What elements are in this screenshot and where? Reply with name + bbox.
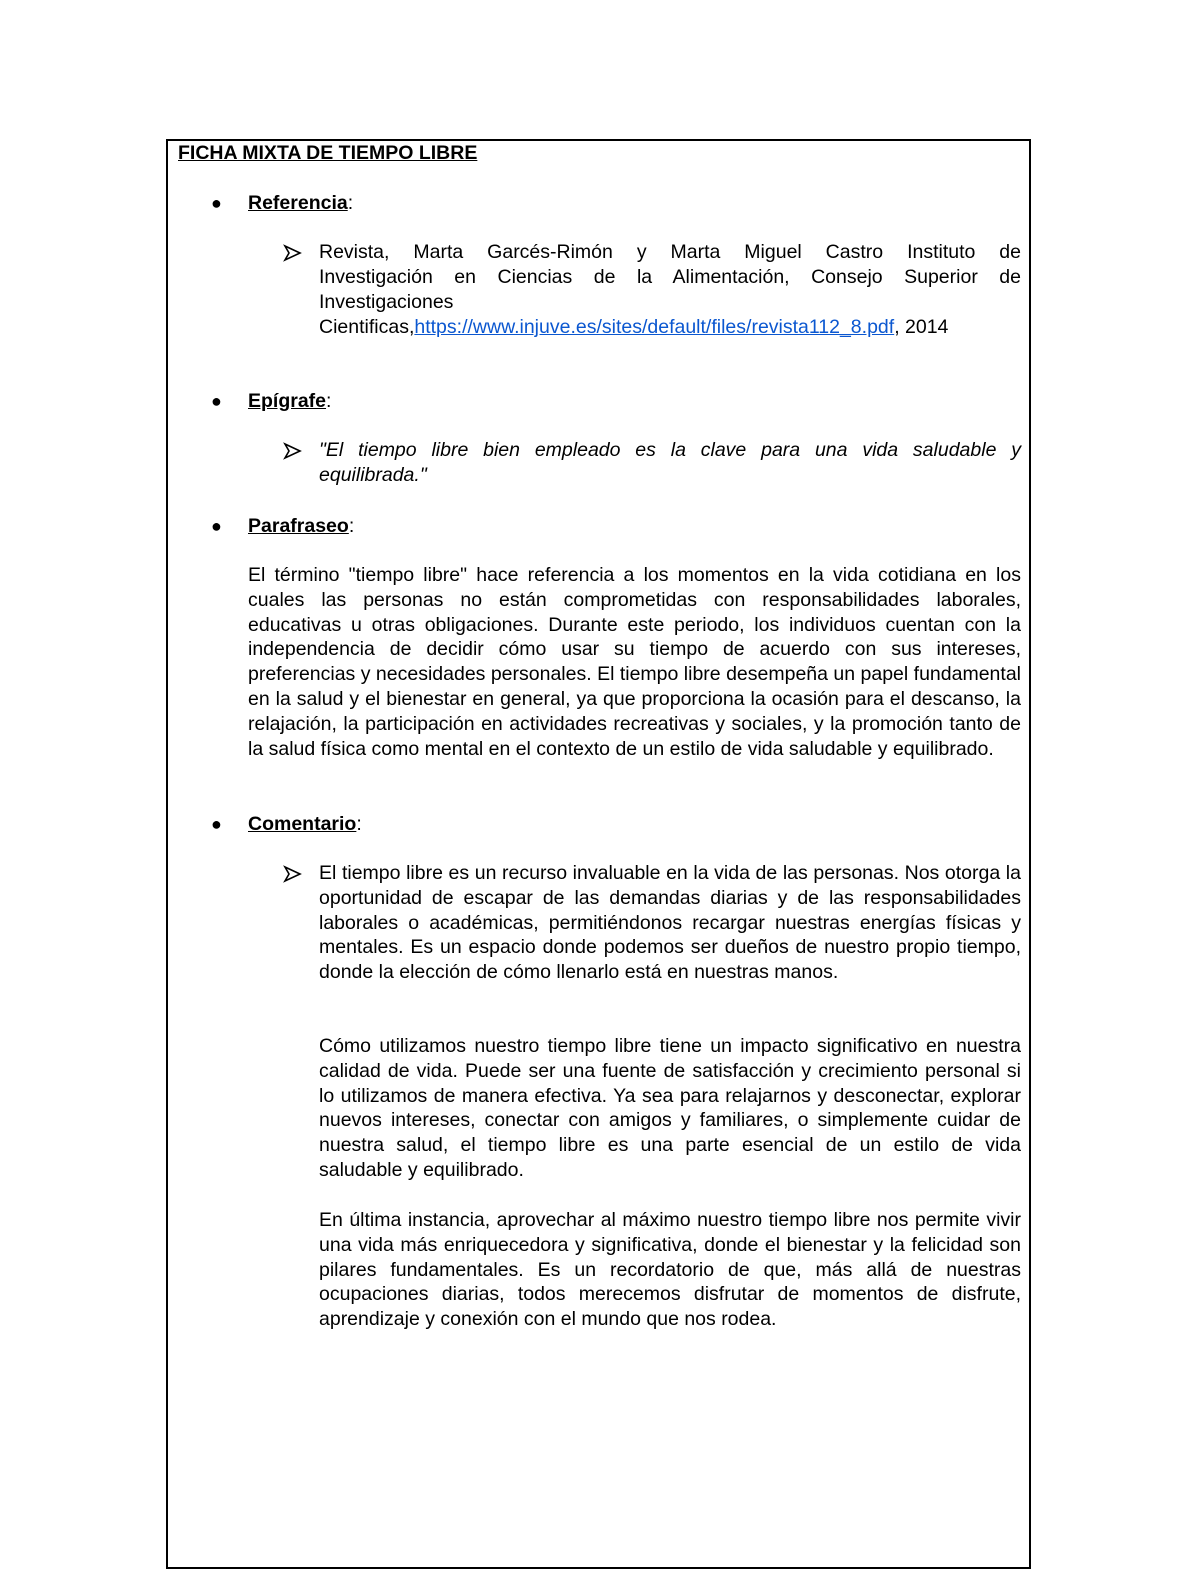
bullet-dot-icon: ● <box>211 516 222 536</box>
parafraseo-paragraph: El término "tiempo libre" hace referencia a los momentos en la vida cotidiana en los cuales las personas no están comprometidas con responsabilidades laborales, educativas u otras obligaciones. Durante este periodo, los individuos cuentan con la independencia de decidir cómo usar su tiempo de acuerdo con sus intereses, preferencias y necesidades personales. El tiempo libre desempeña un papel fundamental en la salud y el bienestar en general, ya que proporciona la ocasión para el descanso, la relajación, la participación en actividades recreativas y sociales, y la promoción tanto de la salud física como mental en el contexto de un estilo de vida saludable y equilibrado. <box>248 564 1021 760</box>
referencia-prefix: Cientificas, <box>319 316 415 338</box>
section-label: Epígrafe <box>248 390 327 412</box>
section-colon: : <box>348 515 355 537</box>
section-colon: : <box>326 390 332 412</box>
comentario-paragraph-3: En última instancia, aprovechar al máximo nuestro tiempo libre nos permite vivir una vida más enriquecedora y significativa, donde el bienestar y la felicidad son pilares fundamentales. Es un recordatorio de que, más allá de nuestras ocupaciones diarias, todos merecemos disfrutar de momentos de disfrute, aprendizaje y conexión con el mundo que nos rodea. <box>319 1209 1021 1331</box>
section-heading-referencia <box>248 191 353 215</box>
bullet-dot-icon: ● <box>211 391 222 411</box>
section-label: Parafraseo <box>248 515 349 537</box>
bullet-dot-icon: ● <box>211 814 222 834</box>
arrowhead-bullet-icon <box>283 862 305 886</box>
section-colon: : <box>356 813 362 835</box>
referencia-line-1: Revista, Marta Garcés-Rimón y Marta Miguel Castro Instituto de <box>319 241 1021 263</box>
page-title: FICHA MIXTA DE TIEMPO LIBRE <box>178 142 478 164</box>
section-heading-parafraseo <box>248 514 354 538</box>
section-heading-comentario <box>248 812 362 836</box>
referencia-link[interactable]: https://www.injuve.es/sites/default/files/revista112_8.pdf <box>414 316 895 338</box>
section-label: Referencia <box>248 192 348 214</box>
ficha-box <box>166 139 1031 1569</box>
section-colon: : <box>347 192 354 214</box>
referencia-line-2: Investigación en Ciencias de la Alimentación, Consejo Superior de <box>319 266 1021 288</box>
section-heading-epigrafe <box>248 389 331 413</box>
bullet-dot-icon: ● <box>211 193 222 213</box>
epigrafe-quote: "El tiempo libre bien empleado es la clave para una vida saludable y equilibrada." <box>319 439 1021 486</box>
section-label: Comentario <box>248 813 357 835</box>
comentario-paragraph-2: Cómo utilizamos nuestro tiempo libre tiene un impacto significativo en nuestra calidad de vida. Puede ser una fuente de satisfacción y crecimiento personal si lo utilizamos de manera efectiva. Ya sea para relajarnos y desconectar, explorar nuevos intereses, conectar con amigos y familiares, o simplemente cuidar de nuestra salud, el tiempo libre es una parte esencial de un estilo de vida saludable y equilibrado. <box>319 1035 1021 1181</box>
arrowhead-bullet-icon <box>283 439 305 463</box>
referencia-line-3: Investigaciones <box>319 291 454 313</box>
referencia-suffix: , 2014 <box>894 316 949 338</box>
referencia-line-4 <box>319 315 1021 340</box>
comentario-paragraph-1: El tiempo libre es un recurso invaluable en la vida de las personas. Nos otorga la oportunidad de escapar de las demandas diarias y de las responsabilidades laborales o académicas, permitiéndonos recargar nuestras energías físicas y mentales. Es un espacio donde podemos ser dueños de nuestro propio tiempo, donde la elección de cómo llenarlo está en nuestras manos. <box>319 862 1021 984</box>
arrowhead-bullet-icon <box>283 241 305 265</box>
